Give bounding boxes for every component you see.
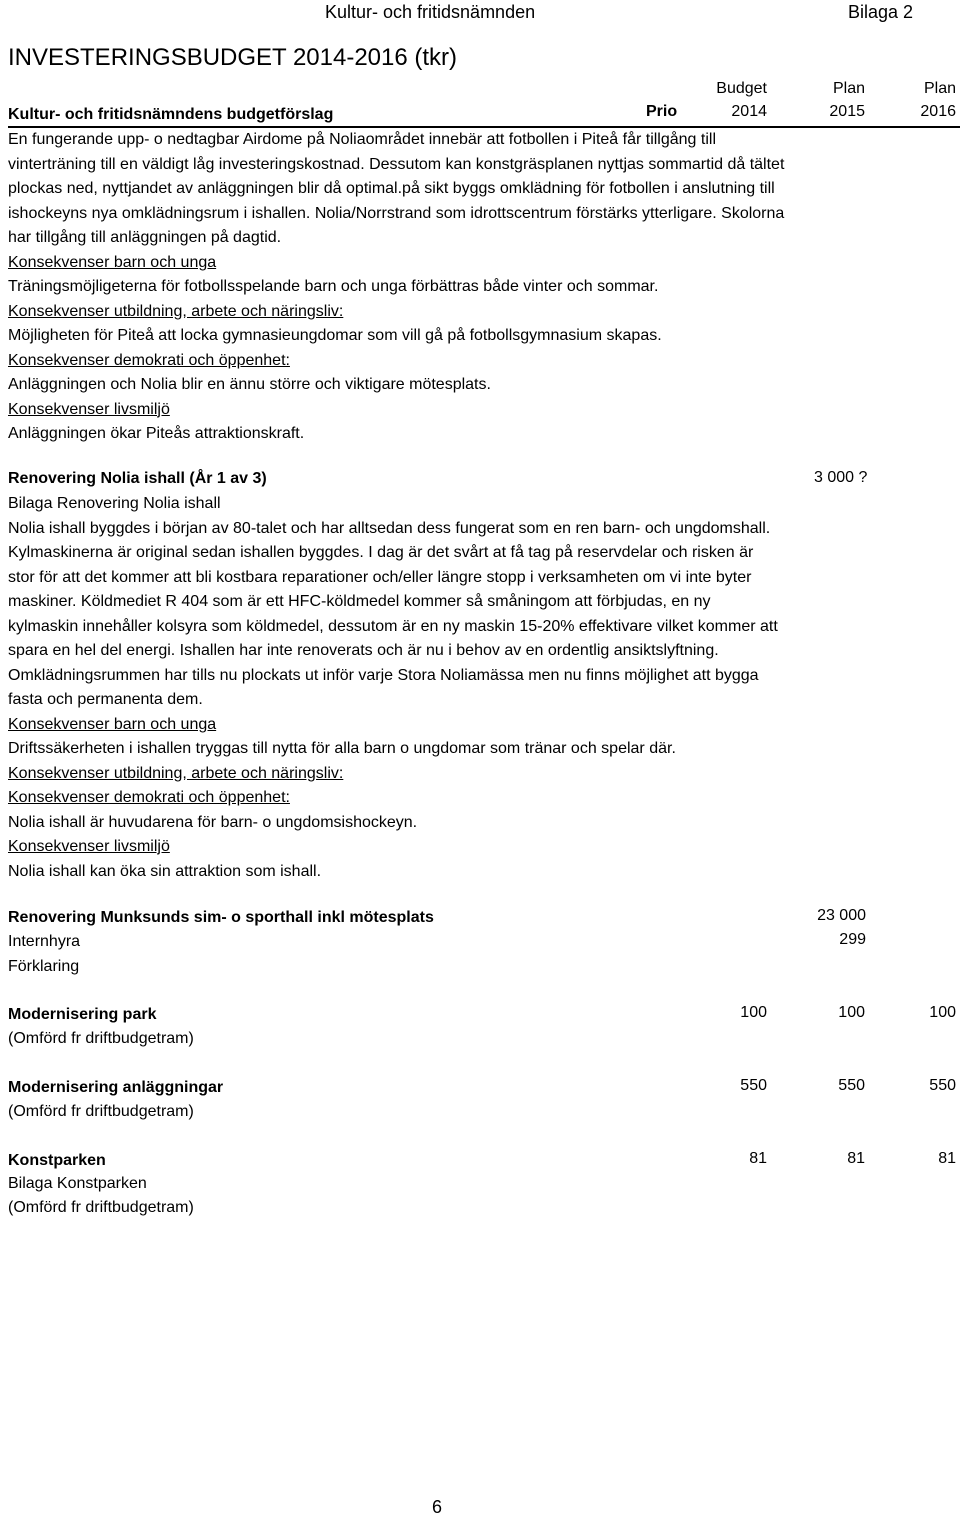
plan-2016-header-top: Plan bbox=[923, 80, 956, 97]
consequence-text: Träningsmöjligeterna för fotbollsspelande barn och unga förbättras både vinter och sommar. bbox=[8, 278, 659, 295]
explanation-label: Förklaring bbox=[8, 958, 80, 975]
consequence-heading: Konsekvenser utbildning, arbete och näringsliv: bbox=[8, 764, 344, 782]
park-2015: 100 bbox=[838, 1004, 865, 1021]
nolia-ishall-amount: 3 000 ? bbox=[814, 469, 868, 486]
section-title-park: Modernisering park bbox=[8, 1006, 157, 1023]
body-line: maskiner. Köldmediet R 404 som är ett HFC-köldmedel kommer så småningom att förbjudas, en ny bbox=[8, 593, 711, 610]
consequence-text: Anläggningen och Nolia blir en ännu större och viktigare mötesplats. bbox=[8, 376, 491, 393]
consequence-heading: Konsekvenser livsmiljö bbox=[8, 400, 170, 418]
body-line: plockas ned, nyttjandet av anläggningen blir då optimal.på sikt byggs omklädning för fotbollen i anslutning till bbox=[8, 180, 775, 197]
consequence-text: Anläggningen ökar Piteås attraktionskraft. bbox=[8, 425, 305, 442]
attachment-ref: Bilaga Renovering Nolia ishall bbox=[8, 495, 221, 512]
park-note: (Omförd fr driftbudgetram) bbox=[8, 1030, 194, 1047]
consequence-heading: Konsekvenser livsmiljö bbox=[8, 838, 170, 855]
body-line: En fungerande upp- o nedtagbar Airdome på Noliaområdet innebär att fotbollen i Piteå får tillgång till bbox=[8, 131, 717, 148]
section-title-konstparken: Konstparken bbox=[8, 1152, 106, 1169]
konstparken-2014: 81 bbox=[749, 1150, 767, 1167]
consequence-heading: Konsekvenser barn och unga bbox=[8, 715, 217, 733]
konstparken-note: (Omförd fr driftbudgetram) bbox=[8, 1199, 194, 1216]
consequence-text: Driftssäkerheten i ishallen tryggas till nytta för alla barn o ungdomar som tränar och spelar där. bbox=[8, 740, 676, 757]
budget-2014-header-year: 2014 bbox=[731, 103, 767, 120]
body-line: har tillgång till anläggningen på dagtid. bbox=[8, 229, 282, 246]
munksund-amount: 23 000 bbox=[817, 907, 866, 924]
prio-header: Prio bbox=[646, 103, 678, 120]
body-line: ishockeyns nya omklädningsrum i ishallen. Nolia/Norrstrand som idrottscentrum förstärks ytterligare. Skolorna bbox=[8, 204, 785, 222]
park-2016: 100 bbox=[929, 1004, 956, 1021]
facilities-2014: 550 bbox=[740, 1077, 767, 1094]
plan-2015-header-year: 2015 bbox=[829, 103, 865, 120]
body-line: Nolia ishall byggdes i början av 80-talet och har alltsedan dess fungerat som en ren barn- och ungdomshall. bbox=[8, 519, 771, 537]
facilities-2015: 550 bbox=[838, 1077, 865, 1094]
consequence-heading: Konsekvenser demokrati och öppenhet: bbox=[8, 789, 290, 806]
internhyra-label: Internhyra bbox=[8, 933, 81, 950]
body-line: spara en hel del energi. Ishallen har inte renoverats och är nu i behov av en ordentlig ansiktslyftning. bbox=[8, 642, 719, 659]
body-line: stor för att det kommer att bli kostbara reparationer och/eller längre stopp i verksamheten om vi inte byter bbox=[8, 568, 752, 586]
plan-2016-header-year: 2016 bbox=[920, 103, 956, 120]
consequence-heading: Konsekvenser barn och unga bbox=[8, 253, 217, 271]
consequence-heading: Konsekvenser utbildning, arbete och näringsliv: bbox=[8, 302, 344, 320]
facilities-2016: 550 bbox=[929, 1077, 956, 1094]
consequence-heading: Konsekvenser demokrati och öppenhet: bbox=[8, 351, 290, 369]
body-line: Kylmaskinerna är original sedan ishallen byggdes. I dag är det svårt at få tag på reservdelar och risken är bbox=[8, 544, 754, 561]
park-2014: 100 bbox=[740, 1004, 767, 1021]
section-title-facilities: Modernisering anläggningar bbox=[8, 1079, 224, 1096]
konstparken-2016: 81 bbox=[938, 1150, 956, 1167]
page-number: 6 bbox=[432, 1497, 443, 1517]
page-title: INVESTERINGSBUDGET 2014-2016 (tkr) bbox=[8, 44, 458, 71]
body-line: vinterträning till en väldigt låg investeringskostnad. Dessutom kan konstgräsplanen nyttjas sommartid då tältet bbox=[8, 155, 785, 173]
attachment-label: Bilaga 2 bbox=[848, 2, 914, 22]
nolia-ishall-section bbox=[8, 492, 958, 884]
airdome-section bbox=[8, 128, 958, 447]
committee-name: Kultur- och fritidsnämnden bbox=[325, 2, 536, 22]
section-title-nolia-ishall: Renovering Nolia ishall (År 1 av 3) bbox=[8, 470, 267, 487]
plan-2015-header-top: Plan bbox=[832, 80, 865, 97]
consequence-text: Nolia ishall är huvudarena för barn- o ungdomsishockeyn. bbox=[8, 813, 418, 831]
facilities-note: (Omförd fr driftbudgetram) bbox=[8, 1103, 194, 1120]
table-header-label: Kultur- och fritidsnämndens budgetförslag bbox=[8, 106, 334, 123]
section-title-munksund: Renovering Munksunds sim- o sporthall inkl mötesplats bbox=[8, 909, 434, 926]
consequence-text: Möjligheten för Piteå att locka gymnasieungdomar som vill gå på fotbollsgymnasium skapas. bbox=[8, 327, 662, 344]
body-line: Omklädningsrummen har tills nu plockats ut inför varje Stora Noliamässa men nu finns möjlighet att bygga bbox=[8, 666, 759, 684]
consequence-text: Nolia ishall kan öka sin attraktion som ishall. bbox=[8, 862, 322, 880]
budget-2014-header-top: Budget bbox=[716, 80, 767, 97]
body-line: fasta och permanenta dem. bbox=[8, 691, 203, 708]
body-line: kylmaskin innehåller kolsyra som köldmedel, dessutom är en ny maskin 15-20% effektivare vilket kommer att bbox=[8, 617, 778, 635]
konstparken-attachment-ref: Bilaga Konstparken bbox=[8, 1175, 147, 1192]
konstparken-2015: 81 bbox=[847, 1150, 865, 1167]
internhyra-amount: 299 bbox=[839, 931, 866, 948]
